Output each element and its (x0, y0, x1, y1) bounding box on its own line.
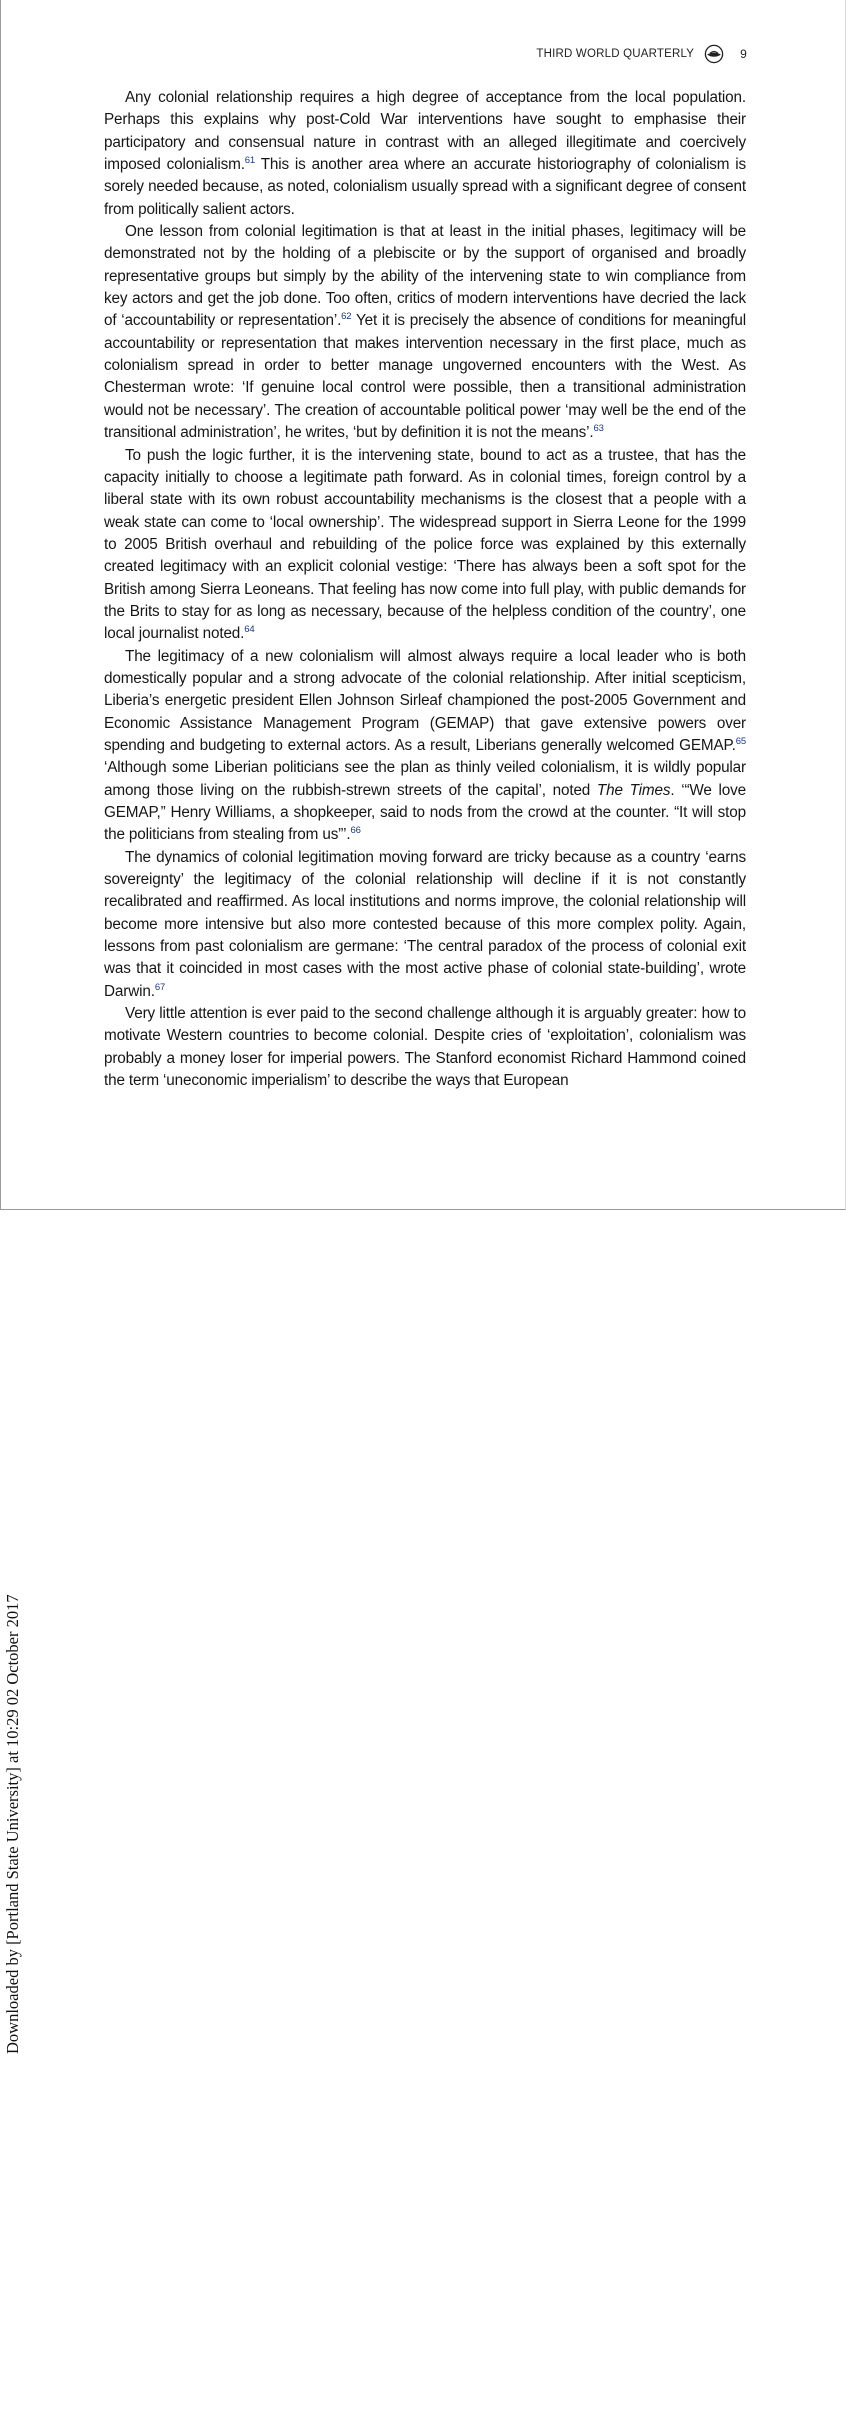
paragraph-text: The dynamics of colonial legitimation moving forward are tricky because as a country ‘earns sovereignty’ the legitimacy of the colonial relationship will decline if it is not constantly recalibrated and reaffirmed. As local institutions and norms improve, the colonial relationship will become more intensive but also more contested because of this more complex polity. Again, lessons from past colonialism are germane: ‘The central paradox of the process of colonial exit was that it coincided in most cases with the most active phase of colonial state-building’, wrote Darwin. (104, 848, 746, 1000)
footnote-ref[interactable]: 61 (244, 155, 256, 167)
paragraph (104, 221, 746, 444)
paragraph (104, 87, 746, 221)
journal-title: THIRD WORLD QUARTERLY (536, 48, 695, 60)
journal-logo-icon (704, 44, 724, 64)
paragraph-text: This is another area where an accurate historiography of colonialism is sorely needed because, as noted, colonialism usually spread with a significant degree of consent from politically salient actors. (104, 156, 747, 218)
article-body (104, 87, 746, 1092)
paragraph (104, 646, 746, 847)
running-header (536, 44, 747, 64)
paragraph-text: . ‘“We love GEMAP,” Henry Williams, a shopkeeper, said to nods from the crowd at the counter. “It will stop the politicians from stealing from us”’. (104, 781, 746, 844)
paragraph (104, 445, 746, 646)
paragraph-text: ‘Although some Liberian politicians see the plan as thinly veiled colonialism, it is wildly popular among those living on the rubbish-strewn streets of the capital’, noted (104, 759, 746, 799)
paragraph-text: The legitimacy of a new colonialism will almost always require a local leader who is both domestically popular and a strong advocate of the colonial relationship. After initial scepticism, Liberia’s energetic president Ellen Johnson Sirleaf championed the post-2005 Government and Economic Assistance Management Program (GEMAP) that gave extensive powers over spending and budgeting to external actors. As a result, Liberians generally welcomed GEMAP. (104, 647, 746, 754)
footnote-ref[interactable]: 65 (735, 735, 746, 747)
footnote-ref[interactable]: 63 (593, 423, 604, 435)
paragraph-text: Any colonial relationship requires a high degree of acceptance from the local population. Perhaps this explains why post-Cold War interventions have sought to emphasise their participatory and consensual nature in contrast with an alleged illegitimate and coercively imposed colonialism. (104, 89, 746, 174)
footnote-ref[interactable]: 64 (244, 624, 255, 636)
page-number: 9 (740, 47, 747, 61)
paragraph-text: To push the logic further, it is the intervening state, bound to act as a trustee, that has the capacity initially to choose a legitimate path forward. As in colonial times, foreign control by a liberal state with its own robust accountability mechanisms is the closest that a people with a weak state can come to ‘local ownership’. The widespread support in Sierra Leone for the 1999 to 2005 British overhaul and rebuilding of the police force was explained by this externally created legitimacy with an explicit colonial vestige: ‘There has always been a soft spot for the British among Sierra Leoneans. That feeling has now come into full play, with public demands for the Brits to stay for as long as necessary, because of the helpless condition of the country’, one local journalist noted. (104, 446, 746, 643)
paragraph-text: Very little attention is ever paid to the second challenge although it is arguably greater: how to motivate Western countries to become colonial. Despite cries of ‘exploitation’, colonialism was probably a money loser for imperial powers. The Stanford economist Richard Hammond coined the term ‘uneconomic imperialism’ to describe the ways that European (104, 1005, 746, 1090)
paragraph-text: One lesson from colonial legitimation is that at least in the initial phases, legitimacy will be demonstrated not by the holding of a plebiscite or by the support of organised and broadly representative groups but simply by the ability of the intervening state to win compliance from key actors and get the job done. Too often, critics of modern interventions have decried the lack of ‘accountability or representation’. (104, 223, 746, 330)
footnote-ref[interactable]: 66 (350, 825, 361, 837)
paragraph-text: Yet it is precisely the absence of conditions for meaningful accountability or representation that makes intervention necessary in the first place, much as colonialism spread in order to better manage ungoverned encounters with the West. As Chesterman wrote: ‘If genuine local control were possible, then a transitional administration would not be necessary’. The creation of accountable political power ‘may well be the end of the transitional administration’, he writes, ‘but by definition it is not the means’. (104, 312, 746, 442)
paragraph (104, 1003, 746, 1092)
download-stamp-text: Downloaded by [Portland State University] at 10:29 02 October 2017 (3, 1594, 22, 2054)
italic-text: The Times (596, 781, 671, 799)
paragraph (104, 847, 746, 1003)
footnote-ref[interactable]: 67 (154, 981, 166, 993)
footnote-ref[interactable]: 62 (341, 311, 352, 323)
